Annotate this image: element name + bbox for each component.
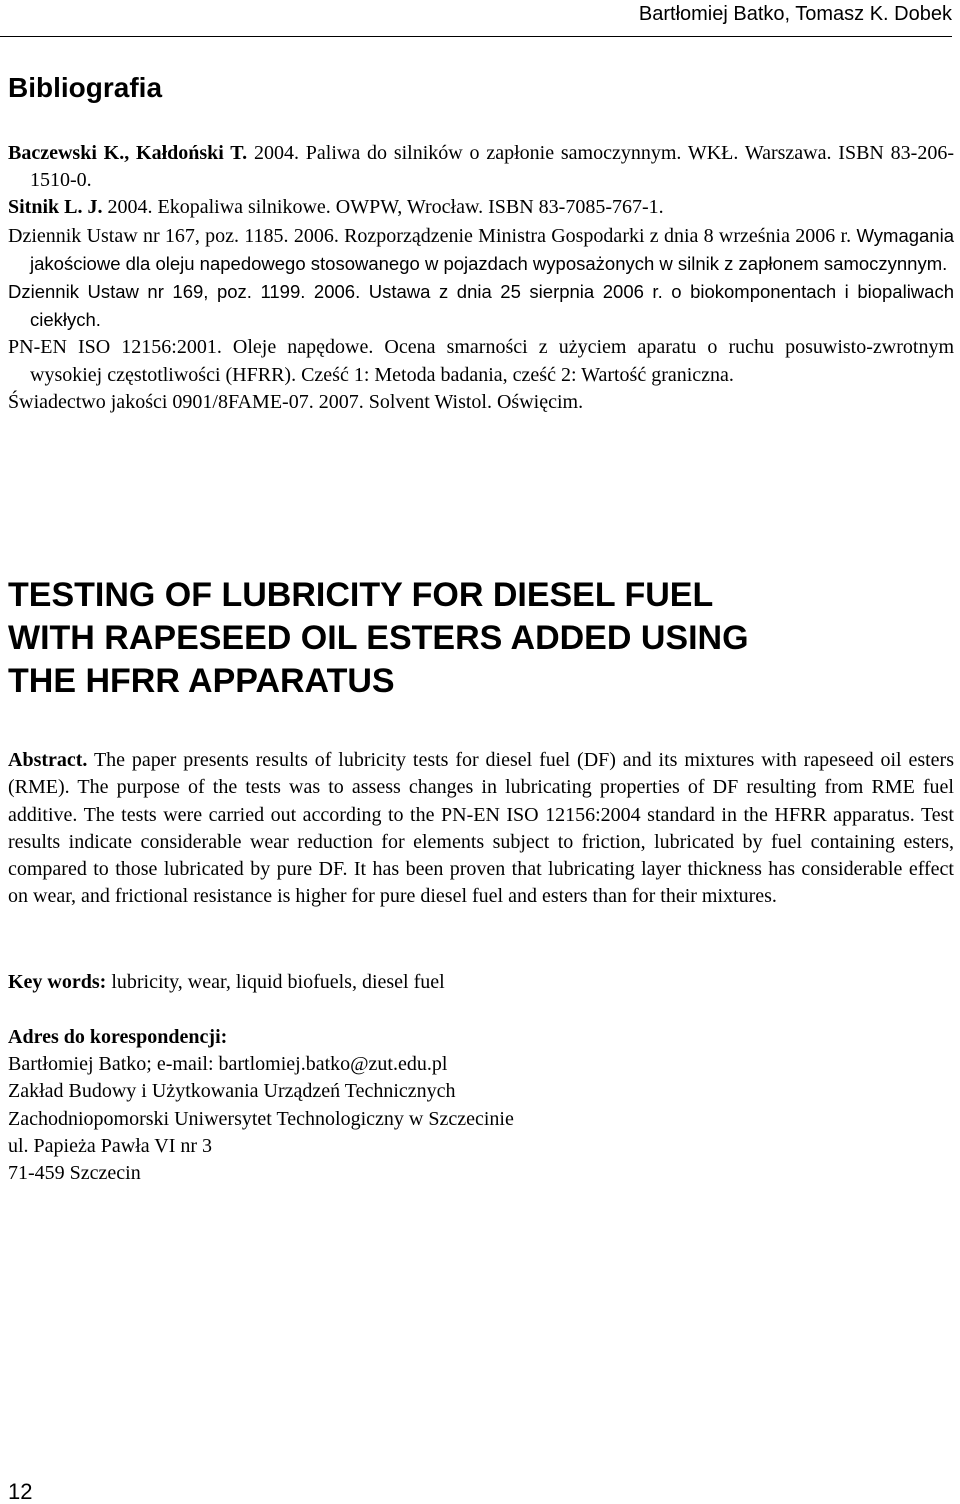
bibliography-list bbox=[8, 140, 954, 416]
bib-entry bbox=[8, 389, 954, 416]
bib-entry-text: 2004. Paliwa do silników o zapłonie samoczynnym. WKŁ. Warszawa. ISBN 83-206-1510-0. bbox=[30, 142, 954, 192]
bib-entry bbox=[8, 334, 954, 388]
bib-entry bbox=[8, 278, 954, 334]
correspondence-line: 71-459 Szczecin bbox=[8, 1162, 141, 1185]
abstract-label: Abstract. bbox=[8, 749, 88, 771]
bib-entry bbox=[8, 222, 954, 278]
bibliography-heading: Bibliografia bbox=[8, 72, 163, 103]
bib-entry-text: Świadectwo jakości 0901/8FAME-07. 2007. Solvent Wistol. Oświęcim. bbox=[8, 390, 584, 413]
bib-entry bbox=[8, 140, 954, 194]
bib-entry-text: PN-EN ISO 12156:2001. Oleje napędowe. Ocena smarności z użyciem aparatu o ruchu posuwisto-zwrotnym wysokiej częstotliwości (HFRR). Cześć 1: Metoda badania, cześć 2: Wartość graniczna. bbox=[8, 336, 954, 386]
bib-entry-author: Sitnik L. J. bbox=[8, 196, 103, 219]
correspondence-line: Zachodniopomorski Uniwersytet Technologiczny w Szczecinie bbox=[8, 1107, 514, 1130]
bib-entry-text: Dziennik Ustaw nr 167, poz. 1185. 2006. Rozporządzenie Ministra Gospodarki z dnia 8 września 2006 r. bbox=[8, 224, 852, 247]
correspondence-block bbox=[8, 1024, 514, 1187]
page-number: 12 bbox=[8, 1479, 33, 1504]
correspondence-line: ul. Papieża Pawła VI nr 3 bbox=[8, 1134, 213, 1157]
english-title-line: WITH RAPESEED OIL ESTERS ADDED USING bbox=[8, 619, 749, 657]
english-title bbox=[8, 574, 948, 703]
bib-entry-author: Baczewski K., Kałdoński T. bbox=[8, 142, 248, 164]
running-header-authors: Bartłomiej Batko, Tomasz K. Dobek bbox=[638, 3, 952, 25]
keywords bbox=[8, 969, 445, 996]
keywords-text: lubricity, wear, liquid biofuels, diesel fuel bbox=[106, 971, 445, 993]
bib-entry bbox=[8, 194, 954, 221]
english-title-line: TESTING OF LUBRICITY FOR DIESEL FUEL bbox=[8, 576, 714, 614]
bib-entry-text: Dziennik Ustaw nr 169, poz. 1199. 2006. Ustawa z dnia 25 sierpnia 2006 r. o biokomponentach i biopaliwach ciekłych. bbox=[8, 281, 954, 331]
correspondence-line: Zakład Budowy i Użytkowania Urządzeń Technicznych bbox=[8, 1080, 456, 1103]
keywords-label: Key words: bbox=[8, 971, 107, 993]
abstract bbox=[8, 747, 954, 911]
bib-entry-text: 2004. Ekopaliwa silnikowe. OWPW, Wrocław. ISBN 83-7085-767-1. bbox=[102, 196, 664, 219]
abstract-text: The paper presents results of lubricity tests for diesel fuel (DF) and its mixtures with rapeseed oil esters (RME). The purpose of the tests was to assess changes in lubricating properties of DF resulting from RME fuel additive. The tests were carried out according to the PN-EN ISO 12156:2004 standard in the HFRR apparatus. Test results indicate considerable wear reduction for elements subject to friction, lubricated by fuel containing esters, compared to those lubricated by pure DF. It has been proven that lubricating layer thickness has considerable effect on wear, and frictional resistance is higher for pure diesel fuel and esters than for their mixtures. bbox=[8, 749, 954, 908]
english-title-line: THE HFRR APPARATUS bbox=[8, 662, 395, 700]
bib-entry-text-sans: Wymagania jakościowe dla oleju napedowego stosowanego w pojazdach wyposażonych w silnik z zapłonem samoczynnym. bbox=[30, 224, 954, 274]
correspondence-line: Bartłomiej Batko; e-mail: bartlomiej.batko@zut.edu.pl bbox=[8, 1053, 448, 1076]
running-header bbox=[0, 0, 952, 37]
correspondence-label: Adres do korespondencji: bbox=[8, 1026, 228, 1048]
